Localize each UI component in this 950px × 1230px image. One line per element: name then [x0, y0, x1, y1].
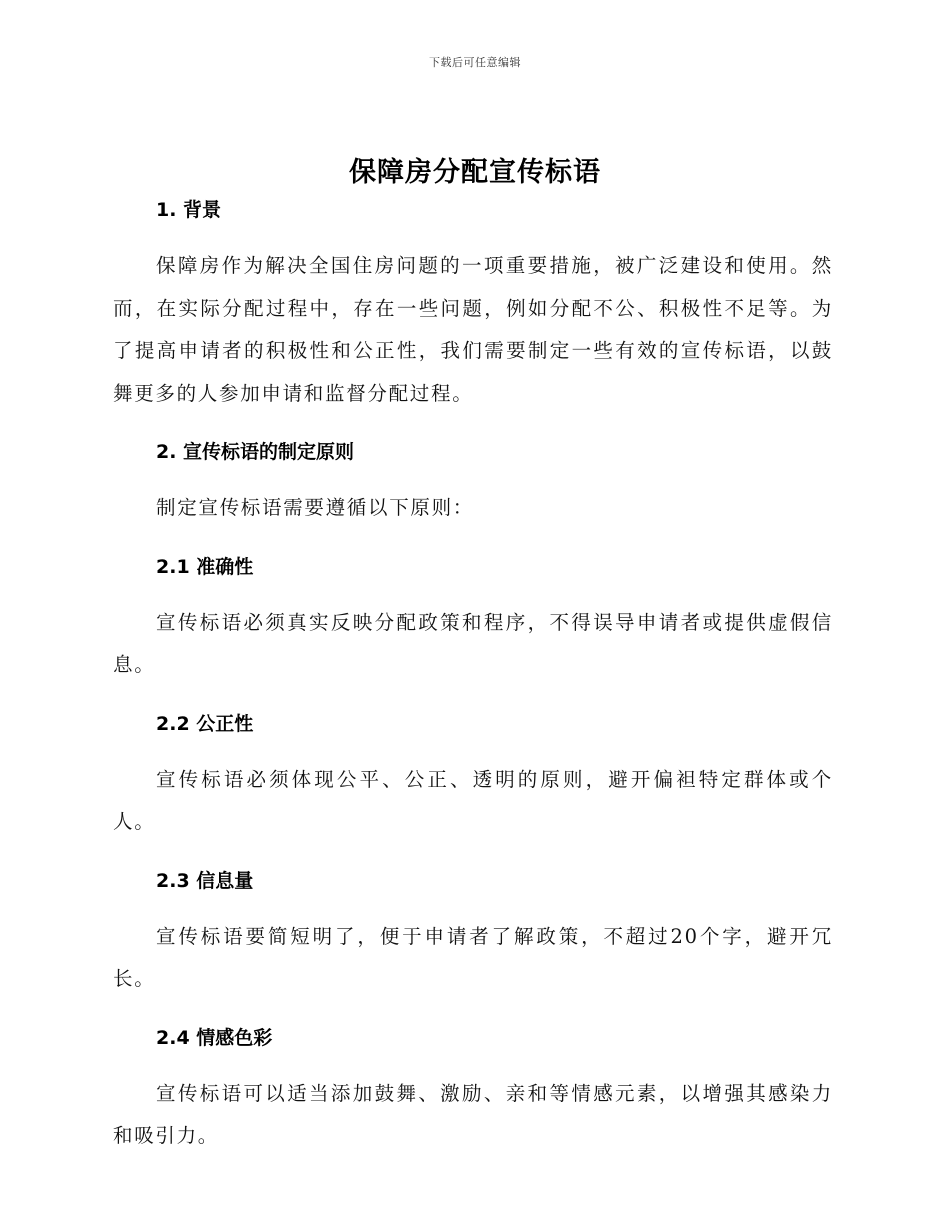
- document-title: 保障房分配宣传标语: [349, 157, 601, 188]
- section-heading: 2.3 信息量: [156, 869, 254, 892]
- section-emotion: [113, 1023, 833, 1158]
- section-fairness: [113, 709, 833, 866]
- section-paragraph: 宣传标语要简短明了，便于申请者了解政策，不超过20个字，避开冗长。: [113, 924, 833, 990]
- section-heading: 2.2 公正性: [156, 712, 254, 735]
- section-paragraph: 制定宣传标语需要遵循以下原则：: [156, 496, 475, 519]
- section-principles: [113, 437, 833, 552]
- section-heading: 1. 背景: [156, 199, 222, 221]
- section-heading: 2.4 情感色彩: [156, 1026, 273, 1049]
- header-note: 下载后可任意编辑: [429, 56, 521, 69]
- document-body: [113, 195, 833, 1158]
- section-heading: 2. 宣传标语的制定原则: [156, 441, 355, 463]
- section-paragraph: 保障房作为解决全国住房问题的一项重要措施，被广泛建设和使用。然而，在实际分配过程中，存在一些问题，例如分配不公、积极性不足等。为了提高申请者的积极性和公正性，我们需要制定一些有效的宣传标语，以鼓舞更多的人参加申请和监督分配过程。: [113, 254, 833, 405]
- section-paragraph: 宣传标语必须真实反映分配政策和程序，不得误导申请者或提供虚假信息。: [113, 610, 833, 676]
- section-background: [113, 195, 833, 437]
- section-information: [113, 866, 833, 1023]
- section-accuracy: [113, 552, 833, 709]
- section-heading: 2.1 准确性: [156, 555, 254, 578]
- section-paragraph: 宣传标语必须体现公平、公正、透明的原则，避开偏袒特定群体或个人。: [113, 767, 833, 833]
- section-paragraph: 宣传标语可以适当添加鼓舞、激励、亲和等情感元素，以增强其感染力和吸引力。: [113, 1081, 833, 1147]
